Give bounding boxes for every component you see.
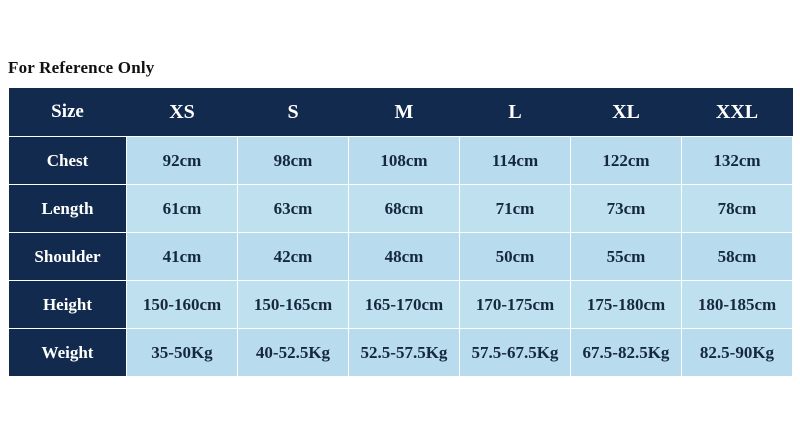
cell-weight-s: 40-52.5Kg xyxy=(238,329,349,377)
cell-height-xl: 175-180cm xyxy=(571,281,682,329)
row-label-length: Length xyxy=(9,185,127,233)
header-cell-s: S xyxy=(238,88,349,137)
cell-length-xxl: 78cm xyxy=(682,185,793,233)
cell-weight-xl: 67.5-82.5Kg xyxy=(571,329,682,377)
cell-height-m: 165-170cm xyxy=(349,281,460,329)
cell-shoulder-xl: 55cm xyxy=(571,233,682,281)
size-chart-table-wrapper xyxy=(8,88,792,377)
cell-height-xs: 150-160cm xyxy=(127,281,238,329)
header-cell-l: L xyxy=(460,88,571,137)
cell-length-m: 68cm xyxy=(349,185,460,233)
header-cell-size: Size xyxy=(9,88,127,137)
cell-shoulder-l: 50cm xyxy=(460,233,571,281)
row-label-shoulder: Shoulder xyxy=(9,233,127,281)
cell-chest-m: 108cm xyxy=(349,137,460,185)
cell-length-xl: 73cm xyxy=(571,185,682,233)
row-label-chest: Chest xyxy=(9,137,127,185)
row-label-weight: Weight xyxy=(9,329,127,377)
reference-note: For Reference Only xyxy=(8,58,155,77)
table-row xyxy=(9,233,793,281)
row-label-height: Height xyxy=(9,281,127,329)
cell-height-xxl: 180-185cm xyxy=(682,281,793,329)
cell-chest-xxl: 132cm xyxy=(682,137,793,185)
header-cell-m: M xyxy=(349,88,460,137)
cell-weight-m: 52.5-57.5Kg xyxy=(349,329,460,377)
cell-shoulder-s: 42cm xyxy=(238,233,349,281)
table-row xyxy=(9,329,793,377)
table-header-row xyxy=(9,88,793,137)
cell-weight-l: 57.5-67.5Kg xyxy=(460,329,571,377)
header-cell-xs: XS xyxy=(127,88,238,137)
table-row xyxy=(9,137,793,185)
cell-weight-xs: 35-50Kg xyxy=(127,329,238,377)
size-chart-table xyxy=(8,88,793,377)
header-cell-xl: XL xyxy=(571,88,682,137)
header-cell-xxl: XXL xyxy=(682,88,793,137)
table-row xyxy=(9,185,793,233)
cell-chest-l: 114cm xyxy=(460,137,571,185)
cell-shoulder-xxl: 58cm xyxy=(682,233,793,281)
cell-chest-xl: 122cm xyxy=(571,137,682,185)
cell-chest-xs: 92cm xyxy=(127,137,238,185)
table-row xyxy=(9,281,793,329)
cell-length-s: 63cm xyxy=(238,185,349,233)
cell-chest-s: 98cm xyxy=(238,137,349,185)
cell-shoulder-m: 48cm xyxy=(349,233,460,281)
cell-shoulder-xs: 41cm xyxy=(127,233,238,281)
cell-height-s: 150-165cm xyxy=(238,281,349,329)
cell-length-l: 71cm xyxy=(460,185,571,233)
cell-weight-xxl: 82.5-90Kg xyxy=(682,329,793,377)
cell-length-xs: 61cm xyxy=(127,185,238,233)
cell-height-l: 170-175cm xyxy=(460,281,571,329)
